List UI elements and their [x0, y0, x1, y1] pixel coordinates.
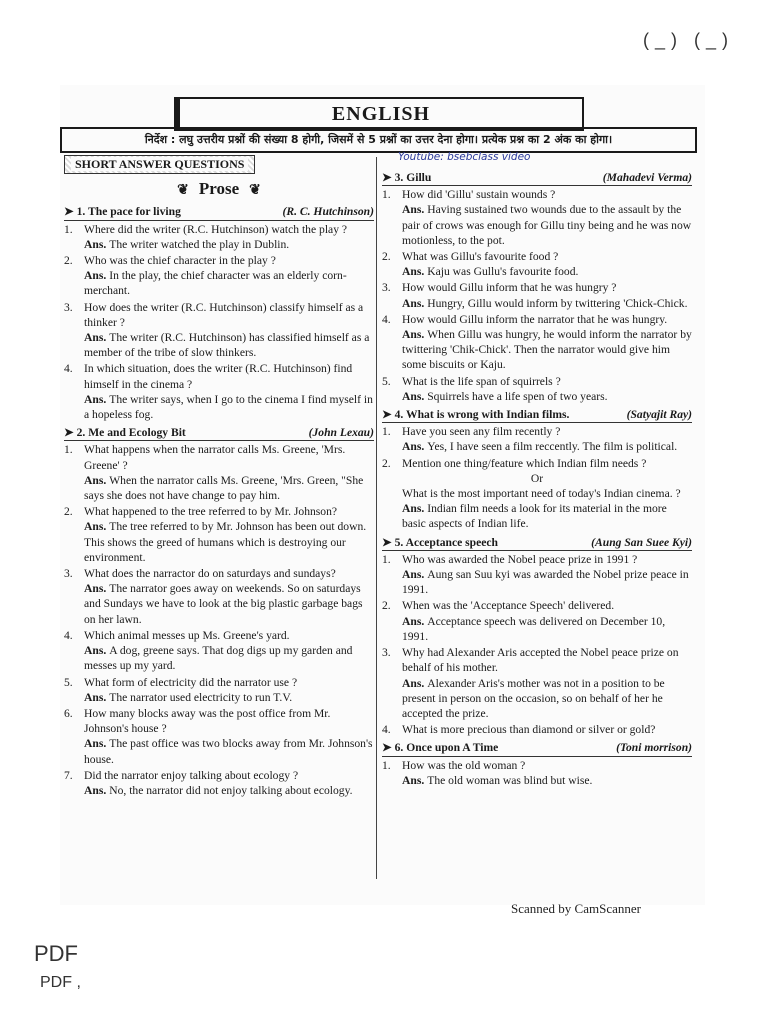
answer: Ans. The tree referred to by Mr. Johnson has been out down. This shows the greed of humans which is destroying our environment. — [84, 520, 367, 564]
answer: Ans. When Gillu was hungry, he would inform the narrator by twittering 'Chik-Chick'. Then the narrator would give him some biscuits or Kaju. — [402, 328, 692, 372]
answer: Ans. Yes, I have seen a film reccently. The film is political. — [402, 440, 678, 454]
section-header: ➤ 6. Once upon A Time (Toni morrison) — [382, 740, 692, 756]
question: 7. Did the narrator enjoy talking about ecology ? — [64, 768, 299, 782]
question: 4. In which situation, does the writer (R.C. Hutchinson) find himself in the cinema ? — [64, 362, 353, 391]
document-page — [60, 85, 705, 905]
question: 5. What form of electricity did the narrator use ? — [64, 675, 298, 689]
question: 1. Who was awarded the Nobel peace prize in 1991 ? — [382, 552, 638, 566]
section-header: ➤ 1. The pace for living (R. C. Hutchinson) — [64, 204, 374, 220]
answer: Ans. Alexander Aris's mother was not in a position to be present in person on the occasion, so on behalf of her he accepted the prize. — [402, 676, 665, 720]
question: 2. What happened to the tree referred to by Mr. Johnson? — [64, 505, 338, 519]
answer: Ans. In the play, the chief character was an elderly corn-merchant. — [84, 269, 347, 298]
question: 2. When was the 'Acceptance Speech' delivered. — [382, 599, 615, 613]
column-divider — [376, 157, 377, 879]
question: 4. How would Gillu inform the narrator that he was hungry. — [382, 312, 668, 326]
answer: Ans. The writer watched the play in Dublin. — [84, 237, 290, 251]
section-header: ➤ 3. Gillu (Mahadevi Verma) — [382, 170, 692, 186]
section-header: ➤ 5. Acceptance speech (Aung San Suee Kyi) — [382, 535, 692, 551]
question: 1. What happens when the narrator calls Ms. Greene, 'Mrs. Greene' ? — [64, 443, 346, 472]
answer: Ans. Kaju was Gullu's favourite food. — [402, 265, 579, 279]
answer: Ans. The writer says, when I go to the cinema I find myself in a hopeless fog. — [84, 392, 373, 422]
answer: Ans. When the narrator calls Ms. Greene, 'Mrs. Green, "She says she does not have change to pay him. — [84, 473, 364, 503]
answer: Ans. Aung san Suu kyi was awarded the Nobel prize peace in 1991. — [402, 568, 689, 597]
left-column — [64, 155, 374, 798]
answer: Ans. A dog, greene says. That dog digs up my garden and messes up my yard. — [84, 644, 353, 673]
question: 3. What does the narractor do on saturdays and sundays? — [64, 567, 336, 581]
section-header: ➤ 2. Me and Ecology Bit (John Lexau) — [64, 425, 374, 441]
question: 4. What is more precious than diamond or silver or gold? — [382, 723, 656, 737]
or-separator: Or — [530, 471, 544, 485]
question: 1. Where did the writer (R.C. Hutchinson) watch the play ? — [64, 222, 348, 236]
section-header: ➤ 4. What is wrong with Indian films. (Satyajit Ray) — [382, 407, 692, 423]
question: 1. How did 'Gillu' sustain wounds ? — [382, 188, 556, 202]
answer: Ans. Having sustained two wounds due to the assault by the pair of crows was enough for Gillu tiny being and he was now motionless, to the pot. — [402, 203, 692, 247]
answer: Ans. The narrator used electricity to run T.V. — [84, 690, 293, 704]
answer: Ans. The old woman was blind but wise. — [402, 773, 593, 787]
question: 2. Who was the chief character in the play ? — [64, 254, 276, 268]
question: 3. How does the writer (R.C. Hutchinson) classify himself as a thinker ? — [64, 300, 364, 329]
answer: Ans. No, the narrator did not enjoy talking about ecology. — [84, 783, 353, 797]
question: 4. Which animal messes up Ms. Greene's yard. — [64, 628, 290, 642]
instruction-line: निर्देश : लघु उत्तरीय प्रश्नों की संख्या 8 होगी, जिसमें से 5 प्रश्नों का उत्तर देना होगा। प्रत्येक प्रश्न का 2 अंक का होगा। — [60, 127, 697, 153]
question: 5. What is the life span of squirrels ? — [382, 374, 561, 388]
answer: Ans. Acceptance speech was delivered on December 10, 1991. — [402, 614, 666, 643]
answer: Ans. The narrator goes away on weekends. So on saturdays and Sundays we have to look at the big plastic garbage bags on her lawn. — [84, 582, 363, 626]
pdf-sublabel: PDF , — [40, 974, 81, 991]
page-title: ENGLISH — [174, 97, 584, 131]
question: 1. How was the old woman ? — [382, 758, 526, 772]
pdf-label: PDF — [34, 941, 78, 966]
question: 2. What was Gillu's favourite food ? — [382, 250, 559, 264]
answer: Ans. Hungry, Gillu would inform by twittering 'Chick-Chick. — [402, 296, 688, 310]
question: 6. How many blocks away was the post office from Mr. Johnson's house ? — [64, 706, 331, 736]
question: 1. Have you seen any film recently ? — [382, 425, 561, 439]
question: 3. Why had Alexander Aris accepted the Nobel peace prize on behalf of his mother. — [382, 646, 679, 675]
answer: Ans. Squirrels have a life spen of two years. — [402, 389, 608, 403]
top-marks: (_) (_) — [643, 30, 734, 50]
short-answer-header: SHORT ANSWER QUESTIONS — [64, 155, 255, 174]
prose-heading: ❦ Prose ❦ — [64, 181, 374, 198]
question: 3. How would Gillu inform that he was hungry ? — [382, 281, 617, 295]
ornament-right-icon: ❦ — [249, 183, 261, 199]
answer: Ans. The writer (R.C. Hutchinson) has classified himself as a member of the tribe of slow thinkers. — [84, 331, 370, 360]
scanner-watermark: Scanned by CamScanner — [511, 901, 641, 916]
ornament-left-icon: ❦ — [177, 183, 189, 199]
right-column — [382, 155, 692, 788]
answer: Ans. The past office was two blocks away from Mr. Johnson's house. — [84, 737, 373, 766]
question: 2. Mention one thing/feature which Indian film needs ? — [382, 456, 647, 470]
handwritten-note: Youtube: bsebclass video — [398, 151, 531, 163]
answer: Ans. Indian film needs a look for its material in the more basic aspects of Indian life. — [402, 502, 667, 531]
question-alternate: What is the most important need of today's Indian cinema. ? — [402, 487, 681, 501]
